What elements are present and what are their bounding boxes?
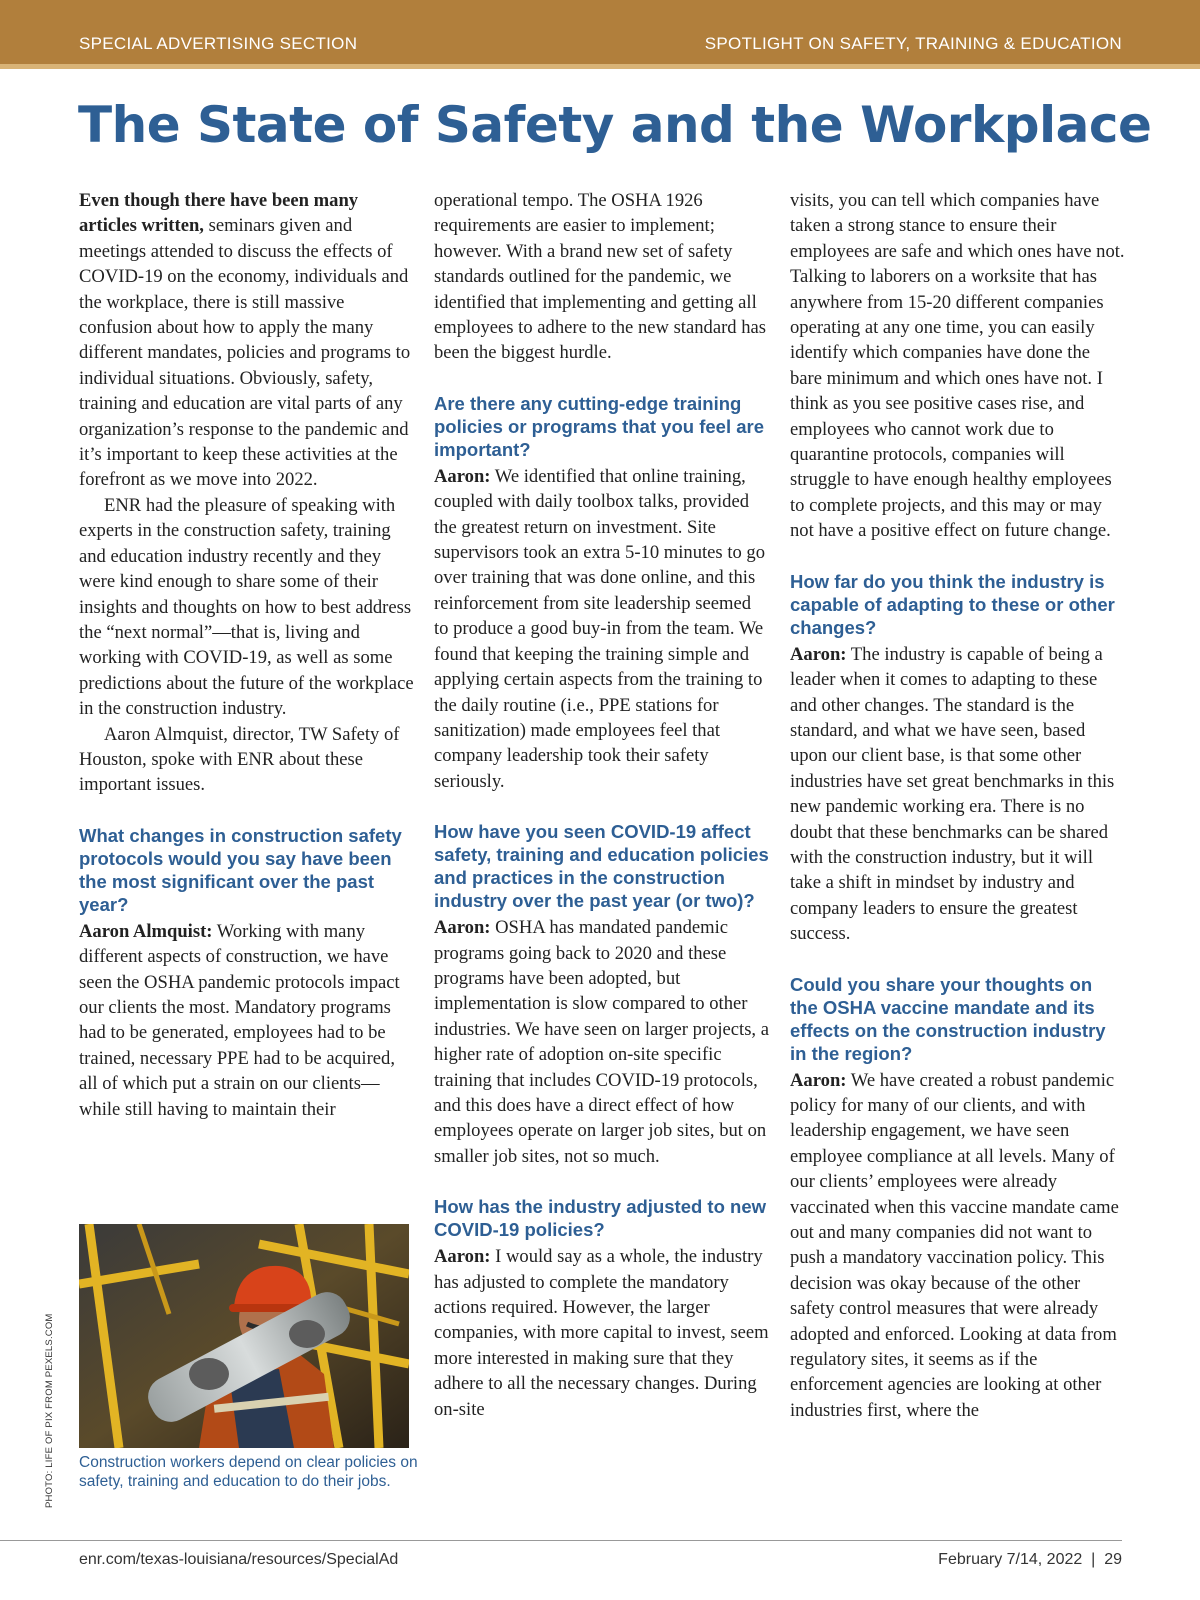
top-banner — [0, 0, 1200, 64]
answer-6-speaker: Aaron: — [790, 1069, 847, 1091]
question-5: How far do you think the industry is capable of adapting to these or other changes? — [790, 570, 1115, 638]
answer-3-speaker: Aaron: — [434, 917, 491, 939]
answer-4 — [434, 1244, 769, 1422]
answer-6-text: We have created a robust pandemic policy for many of our clients, and with leadership engagement, we have seen employee compliance at all levels. Many of our clients’ employees were already vaccinated when this vaccine mandate came out and many companies did not want to push a mandatory vaccination policy. This decision was okay because of the other safety control measures that were already adopted and enforced. Looking at data from regulatory sites, it seems as if the enforcement agencies are looking at other industries first, where the — [790, 1069, 1119, 1421]
answer-5-speaker: Aaron: — [790, 643, 847, 665]
spotlight-label: SPOTLIGHT ON SAFETY, TRAINING & EDUCATION — [704, 34, 1122, 53]
answer-1-text: Working with many different aspects of construction, we have seen the OSHA pandemic protocols impact our clients the most. Mandatory programs had to be generated, employees had to be trained, necessary PPE had to be acquired, all of which put a strain on our clients—while still having to maintain their — [79, 920, 400, 1120]
column-2 — [434, 188, 769, 1422]
answer-2-text: We identified that online training, coupled with daily toolbox talks, provided the greatest return on investment. Site supervisors took an extra 5-10 minutes to go over training that was done online, and this reinforcement from site leadership seemed to produce a good buy-in from the team. We found that keeping the training simple and applying certain aspects from the training to the daily routine (i.e., PPE stations for sanitization) made employees feel that company leadership took their safety seriously. — [434, 465, 766, 792]
photo-credit: PHOTO: LIFE OF PIX FROM PEXELS.COM — [44, 1313, 55, 1508]
answer-1-continued: operational tempo. The OSHA 1926 requirements are easier to implement; however. With a brand new set of safety standards outlined for the pandemic, we identified that implementing and getting all employees to adhere to the new standard has been the biggest hurdle. — [434, 190, 766, 364]
answer-1-speaker: Aaron Almquist: — [79, 920, 213, 942]
answer-2-speaker: Aaron: — [434, 465, 491, 487]
paragraph-enr: ENR had the pleasure of speaking with experts in the construction safety, training and education industry recently and they were kind enough to share some of their insights and thoughts on how to best address the “next normal”—that is, living and working with COVID-19, as well as some predictions about the future of the workplace in the construction industry. — [79, 494, 414, 720]
footer-date-page: February 7/14, 2022 | 29 — [938, 1551, 1122, 1568]
answer-3-text: OSHA has mandated pandemic programs going back to 2020 and these programs have been adopted, but implementation is slow compared to other industries. We have seen on larger projects, a higher rate of adoption on-site specific training that includes COVID-19 protocols, and this does have a direct effect of how employees operate on larger job sites, but on smaller job sites, not so much. — [434, 917, 769, 1167]
section-label: SPECIAL ADVERTISING SECTION — [79, 34, 358, 53]
column-1 — [79, 188, 414, 1122]
question-6: Could you share your thoughts on the OSHA vaccine mandate and its effects on the construction industry in the region? — [790, 973, 1106, 1064]
column-3 — [790, 188, 1125, 1423]
answer-2 — [434, 464, 769, 794]
paragraph-speaker-intro: Aaron Almquist, director, TW Safety of Houston, spoke with ENR about these important issues. — [79, 723, 400, 796]
article-title: The State of Safety and the Workplace — [78, 96, 1152, 154]
intro-lead: Even though there have been many articles written, — [79, 190, 359, 237]
footer-rule — [0, 1540, 1122, 1541]
answer-4-text: I would say as a whole, the industry has adjusted to complete the mandatory actions required. However, the larger companies, with more capital to invest, seem more interested in making sure that they adhere to all the necessary changes. During on-site — [434, 1246, 769, 1420]
photo-caption: Construction workers depend on clear policies on safety, training and education to do their jobs. — [79, 1454, 418, 1490]
question-3: How have you seen COVID-19 affect safety, training and education policies and practices in the construction industry over the past year (or two)? — [434, 821, 769, 912]
answer-4-continued: visits, you can tell which companies have taken a strong stance to ensure their employees are safe and which ones have not. Talking to laborers on a worksite that has anywhere from 15-20 different companies operating at any one time, you can easily identify which companies have done the bare minimum and which ones have not. I think as you see positive cases rise, and employees who cannot work due to quarantine protocols, companies will struggle to have enough healthy employees to complete projects, and this may or may not have a positive effect on future change. — [790, 190, 1125, 542]
banner-stripe — [0, 64, 1200, 69]
answer-1 — [79, 919, 414, 1122]
worker-illustration — [79, 1224, 409, 1448]
question-2: Are there any cutting-edge training policies or programs that you feel are important? — [434, 392, 765, 460]
intro-text: seminars given and meetings attended to discuss the effects of COVID-19 on the economy, individuals and the workplace, there is still massive confusion about how to apply the many different mandates, policies and programs to individual situations. Obviously, safety, training and education are vital parts of any organization’s response to the pandemic and it’s important to keep these activities at the forefront as we move into 2022. — [79, 215, 411, 491]
footer-url: enr.com/texas-louisiana/resources/SpecialAd — [79, 1551, 399, 1568]
construction-worker-photo — [79, 1224, 409, 1448]
answer-5 — [790, 642, 1125, 947]
question-1: What changes in construction safety protocols would you say have been the most significant over the past year? — [79, 824, 402, 915]
question-4: How has the industry adjusted to new COVID-19 policies? — [434, 1196, 767, 1241]
answer-5-text: The industry is capable of being a leader when it comes to adapting to these and other changes. The standard is the standard, and what we have seen, based upon our client base, is that some other industries have set great benchmarks in this new pandemic working era. There is no doubt that these benchmarks can be shared with the construction industry, but it will take a shift in mindset by industry and company leaders to ensure the greatest success. — [790, 643, 1115, 945]
intro-paragraph — [79, 188, 414, 493]
answer-4-speaker: Aaron: — [434, 1246, 491, 1268]
answer-6 — [790, 1068, 1125, 1424]
answer-3 — [434, 915, 769, 1169]
